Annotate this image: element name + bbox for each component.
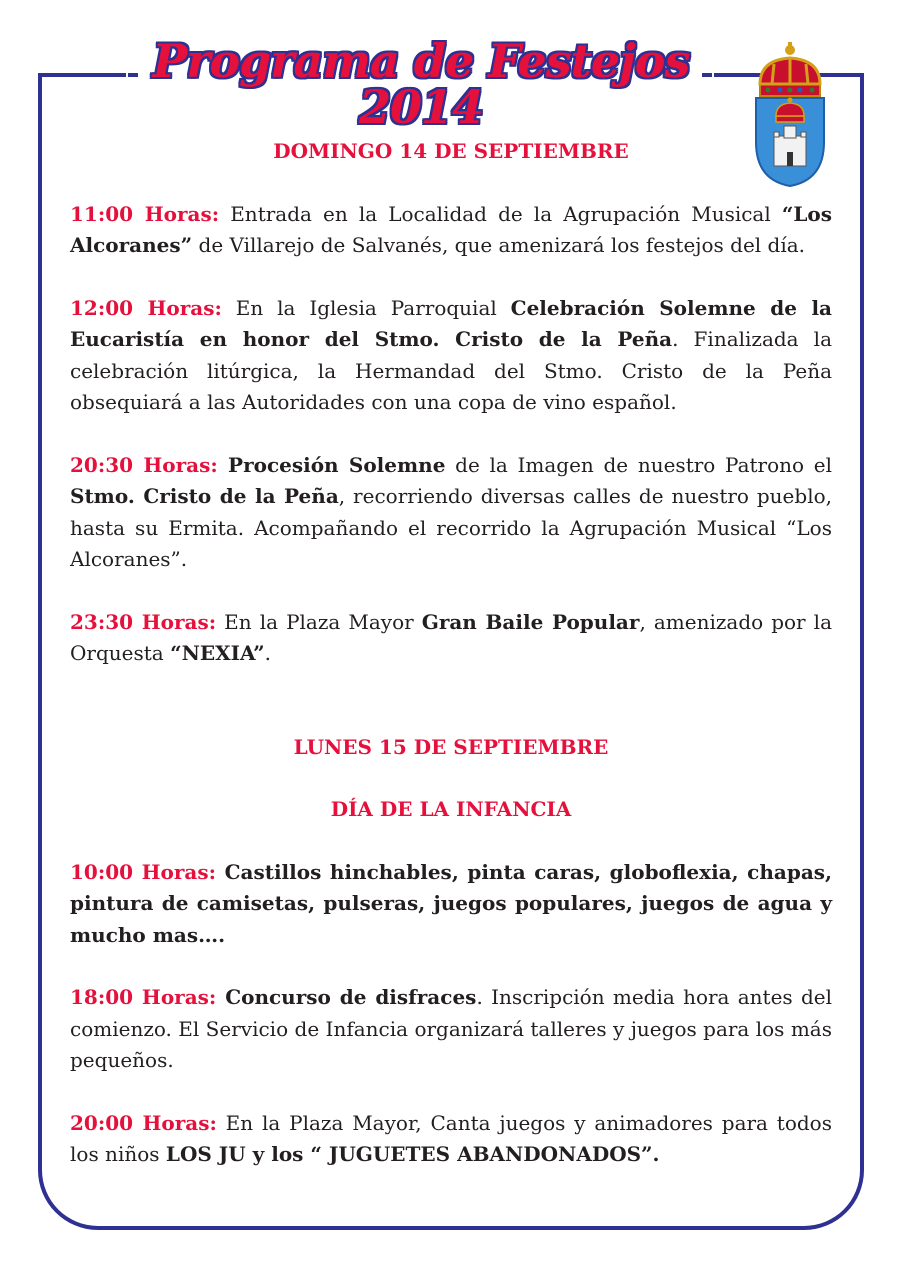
- event-domingo-1200: 12:00 Horas: En la Iglesia Parroquial Celebración Solemne de la Eucaristía en honor del Stmo. Cristo de la Peña. Finalizada la celebración litúrgica, la Hermandad del Stmo. Cristo de la Peña obsequiará a las Autoridades con una copa de vino español.: [70, 295, 832, 414]
- page-title: Programa de Festejos 2014: [152, 34, 690, 134]
- event-lunes-2000: 20:00 Horas: En la Plaza Mayor, Canta juegos y animadores para todos los niños LOS JU y los “ JUGUETES ABANDONADOS”.: [70, 1110, 832, 1166]
- program-content: [70, 136, 832, 1171]
- frame-top-left-line: [38, 73, 126, 77]
- frame-tick-left: [128, 73, 138, 77]
- event-time: 18:00 Horas:: [70, 985, 217, 1009]
- event-time: 23:30 Horas:: [70, 609, 217, 634]
- day-heading-lunes: LUNES 15 DE SEPTIEMBRE: [293, 734, 609, 759]
- event-domingo-2330: 23:30 Horas: En la Plaza Mayor Gran Baile Popular, amenizado por la Orquesta “NEXIA”.: [70, 609, 832, 665]
- day-heading-domingo: DOMINGO 14 DE SEPTIEMBRE: [273, 139, 629, 163]
- event-lunes-1000: 10:00 Horas: Castillos hinchables, pinta caras, globoflexia, chapas, pintura de camisetas, pulseras, juegos populares, juegos de agua y mucho mas….: [70, 859, 833, 947]
- event-time: 12:00 Horas:: [70, 295, 222, 320]
- frame-right-border: [860, 73, 864, 1163]
- event-domingo-1100: 11:00 Horas: Entrada en la Localidad de la Agrupación Musical “Los Alcoranes” de Villarejo de Salvanés, que amenizará los festejos del día.: [70, 201, 833, 257]
- frame-tick-right: [702, 73, 712, 77]
- day-subheading-infancia: DÍA DE LA INFANCIA: [330, 797, 572, 821]
- frame-left-border: [38, 73, 42, 1163]
- event-time: 20:00 Horas:: [70, 1110, 217, 1135]
- event-time: 11:00 Horas:: [70, 201, 220, 226]
- event-domingo-2030: 20:30 Horas: Procesión Solemne de la Imagen de nuestro Patrono el Stmo. Cristo de la Peña, recorriendo diversas calles de nuestro pueblo, hasta su Ermita. Acompañando el recorrido la Agrupación Musical “Los Alcoranes”.: [70, 452, 833, 571]
- event-time: 20:30 Horas:: [70, 452, 218, 477]
- event-lunes-1800: 18:00 Horas: Concurso de disfraces. Inscripción media hora antes del comienzo. El Servicio de Infancia organizará talleres y juegos para los más pequeños.: [70, 985, 833, 1072]
- event-time: 10:00 Horas:: [70, 859, 216, 884]
